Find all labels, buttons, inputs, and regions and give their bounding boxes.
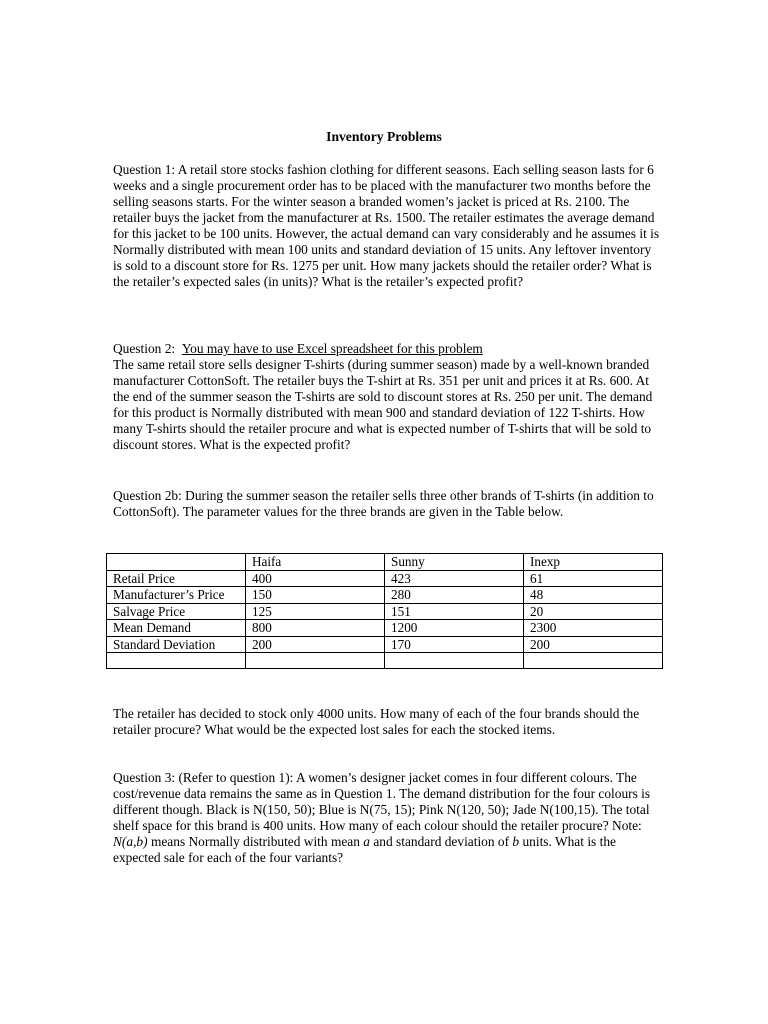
question-1 [113,162,663,290]
table-row [107,620,663,637]
table-row [107,603,663,620]
normal-notation: N(a,b) [113,834,148,849]
brand-parameters-table [106,553,663,669]
question-3-text [113,770,663,866]
table-cell: 61 [524,570,663,587]
table-cell: Salvage Price [107,603,246,620]
table-cell: 423 [385,570,524,587]
table-header-cell: Sunny [385,554,524,571]
table-row [107,636,663,653]
table-header-cell: Haifa [246,554,385,571]
question-3-text-a: Question 3: (Refer to question 1): A women’s designer jacket comes in four different colours. The cost/revenue data remains the same as in Question 1. The demand distribution for the four colours is different though. Black is N(150, 50); Blue is N(75, 15); Pink N(120, 50); Jade N(100,15). The total shelf space for this brand is 400 units. How many of each colour should the retailer procure? Note: [113,770,651,833]
question-3-text-c: and standard deviation of [370,834,513,849]
table-cell: 400 [246,570,385,587]
table-header-cell [107,554,246,571]
table-cell [246,653,385,669]
question-2-note: You may have to use Excel spreadsheet for this problem [181,341,483,356]
table-cell: 2300 [524,620,663,637]
table-cell: 151 [385,603,524,620]
table-cell: Manufacturer’s Price [107,587,246,604]
table-header-cell: Inexp [524,554,663,571]
stock-limit-question [113,706,663,738]
table-cell: 200 [524,636,663,653]
question-2-label: Question 2: [113,341,176,356]
question-2 [113,341,663,453]
table-cell: Standard Deviation [107,636,246,653]
table-row [107,653,663,669]
table-cell: 1200 [385,620,524,637]
mean-variable: a [363,834,370,849]
stock-limit-text: The retailer has decided to stock only 4000 units. How many of each of the four brands should the retailer procure? What would be the expected lost sales for each the stocked items. [113,706,640,737]
question-2b-text: Question 2b: During the summer season the retailer sells three other brands of T-shirts (in addition to CottonSoft). The parameter values for the three brands are given in the Table below. [113,488,654,519]
table-cell: 125 [246,603,385,620]
question-3 [113,770,663,866]
table-row [107,587,663,604]
page-title: Inventory Problems [326,129,442,144]
table-cell [107,653,246,669]
question-2b [113,488,663,520]
table-cell: 48 [524,587,663,604]
table-header-row [107,554,663,571]
table-cell: 200 [246,636,385,653]
table-cell: 280 [385,587,524,604]
question-2-text: The same retail store sells designer T-shirts (during summer season) made by a well-known branded manufacturer CottonSoft. The retailer buys the T-shirt at Rs. 351 per unit and prices it at Rs. 600. At the end of the summer season the T-shirts are sold to discount stores at Rs. 250 per unit. The demand for this product is Normally distributed with mean 900 and standard deviation of 122 T-shirts. How many T-shirts should the retailer procure and what is expected number of T-shirts that will be sold to discount stores. What is the expected profit? [113,357,653,452]
table-cell: 170 [385,636,524,653]
table-cell: Mean Demand [107,620,246,637]
table-cell: 150 [246,587,385,604]
question-3-text-b: means Normally distributed with mean [147,834,364,849]
table-cell: 800 [246,620,385,637]
table-row [107,570,663,587]
table-cell [385,653,524,669]
question-1-text: Question 1: A retail store stocks fashion clothing for different seasons. Each selling season lasts for 6 weeks and a single procurement order has to be placed with the manufacturer two months before the selling seasons starts. For the winter season a branded women’s jacket is priced at Rs. 2100. The retailer buys the jacket from the manufacturer at Rs. 1500. The retailer estimates the average demand for this jacket to be 100 units. However, the actual demand can vary considerably and he assumes it is Normally distributed with mean 100 units and standard deviation of 15 units. Any leftover inventory is sold to a discount store for Rs. 1275 per unit. How many jackets should the retailer order? What is the retailer’s expected sales (in units)? What is the retailer’s expected profit? [113,162,660,289]
sd-variable: b [512,834,520,849]
question-3-text-d: units. What is the expected sale for each of the four variants? [113,834,616,865]
table-cell: Retail Price [107,570,246,587]
question-2-heading [113,341,663,357]
table-cell [524,653,663,669]
table-cell: 20 [524,603,663,620]
